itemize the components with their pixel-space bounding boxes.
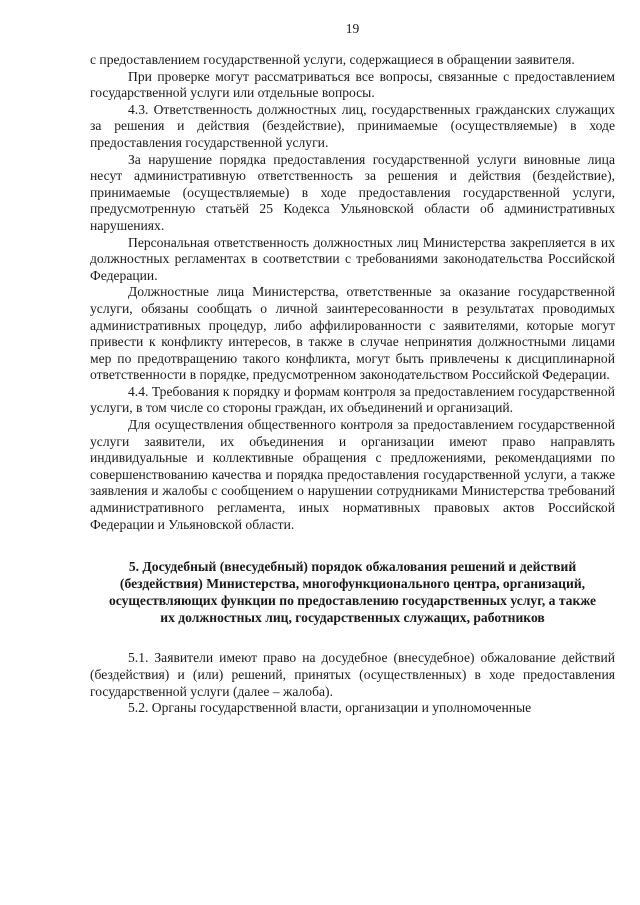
page-number: 19 [345,21,360,36]
paragraph: 4.4. Требования к порядку и формам контроля за предоставлением государственной услуги, в том числе со стороны граждан, их объединений и организаций. [90,383,615,416]
paragraph: 4.3. Ответственность должностных лиц, государственных гражданских служащих за решения и действия (бездействие), принимаемые (осуществляемые) в ходе предоставления государственной услуги. [90,101,615,150]
document-page [90,20,615,717]
paragraph: с предоставлением государственной услуги, содержащиеся в обращении заявителя. [90,52,575,67]
section-heading: 5. Досудебный (внесудебный) порядок обжалования решений и действий (бездействия) Министерства, многофункционального центра, организаций, осуществляющих функции по предоставлению государственных услуг, а также их должностных лиц, государственных служащих, работников [108,559,597,625]
paragraphs-after [90,650,615,716]
paragraph: При проверке могут рассматриваться все вопросы, связанные с предоставлением государственной услуги или отдельные вопросы. [90,68,615,101]
paragraph: 5.1. Заявители имеют право на досудебное (внесудебное) обжалование действий (бездействия) и (или) решений, принятых (осуществленных) в ходе предоставления государственной услуги (далее – жалоба). [90,650,615,699]
paragraph: Для осуществления общественного контроля за предоставлением государственной услуги заявители, их объединения и организации имеют право направлять индивидуальные и коллективные обращения с предложениями, рекомендациями по совершенствованию качества и порядка предоставления государственной услуги, а также заявления и жалобы с сообщением о нарушении сотрудниками Министерства требований административного регламента, иных нормативных правовых актов Российской Федерации и Ульяновской области. [90,417,615,532]
paragraph: Персональная ответственность должностных лиц Министерства закрепляется в их должностных регламентах в соответствии с требованиями законодательства Российской Федерации. [90,234,615,283]
paragraph: Должностные лица Министерства, ответственные за оказание государственной услуги, обязаны сообщать о личной заинтересованности в результатах проводимых административных процедур, либо аффилированности с заявителями, которые могут привести к конфликту интересов, в также в случае непринятия должностными лицами мер по предотвращению такого конфликта, могут быть привлечены к дисциплинарной ответственности в порядке, предусмотренном законодательством Российской Федерации. [90,284,615,383]
paragraph: 5.2. Органы государственной власти, организации и уполномоченные [128,700,532,716]
paragraphs-before [90,52,615,533]
paragraph: За нарушение порядка предоставления государственной услуги виновные лица несут административную ответственность за решения и действия (бездействие), принимаемые (осуществляемые) в ходе предоставления государственной услуги, предусмотренную статьёй 25 Кодекса Ульяновской области об административных нарушениях. [90,151,615,233]
